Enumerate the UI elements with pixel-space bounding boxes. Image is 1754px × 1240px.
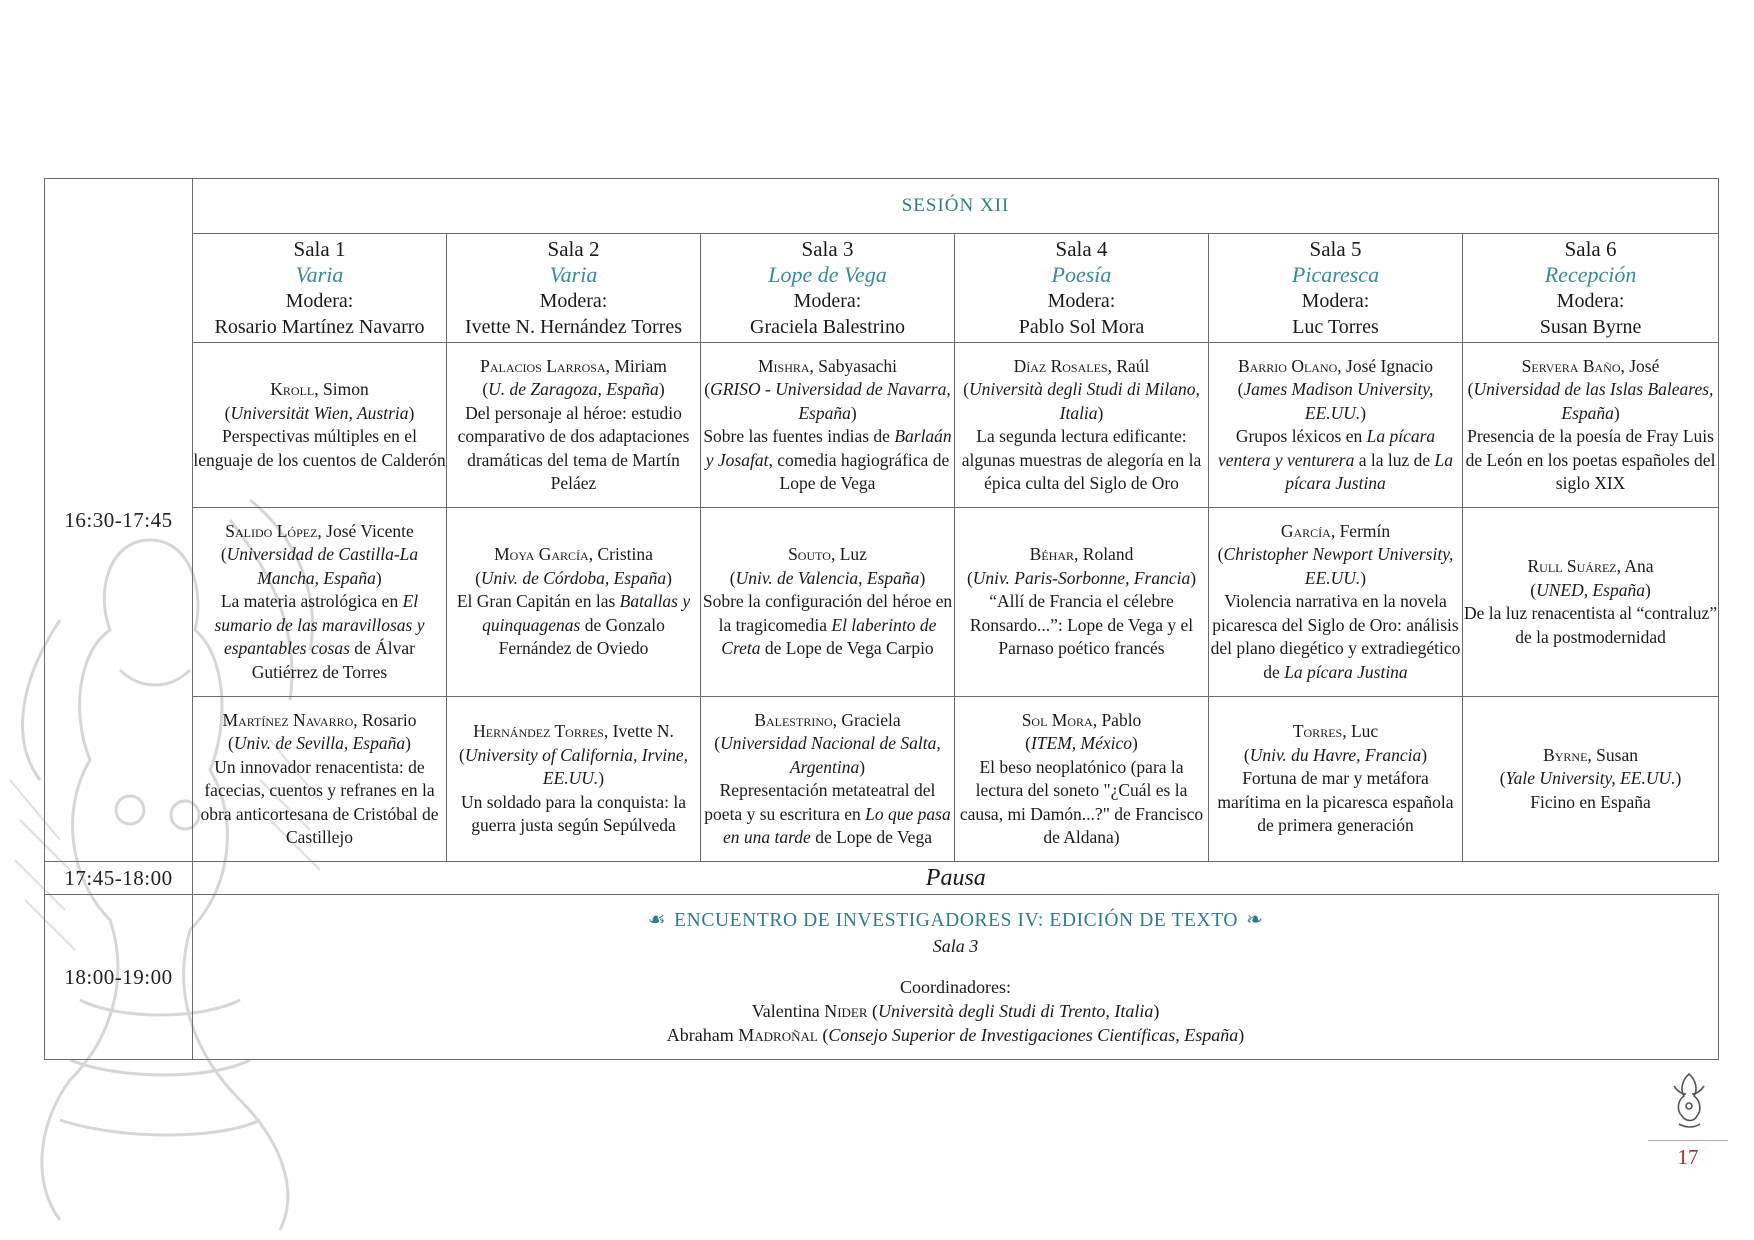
title-work: La pícara Justina [1285,449,1454,493]
paper-affiliation [193,543,446,590]
paren: ( [966,567,973,588]
schedule-wrapper [44,178,1718,1060]
paren: ( [224,402,231,423]
author-surname: Barrio Olano [1237,355,1338,376]
author-surname: Sol Mora [1021,709,1093,730]
paren: ) [859,756,866,777]
paren: ) [375,567,382,588]
paper-affiliation [1209,378,1462,425]
affiliation: Universität Wien, Austria [230,402,409,423]
sala-name: Sala 5 [1309,237,1362,261]
pause-row [45,862,1719,895]
sala-header-5 [1209,234,1463,343]
moderator-label: Modera: [1301,290,1370,312]
sala-topic: Poesía [1051,262,1112,287]
paper-author [955,709,1208,733]
paren: ) [1132,733,1138,753]
title-work: La pícara Justina [1284,661,1408,682]
affiliation: Univ. de Sevilla, España [233,733,406,753]
paper-title: La segunda lectura edificante: algunas muestras de alegoría en la épica culta del Siglo de Oro [961,426,1202,493]
paper-title [447,590,700,661]
author-given: , Pablo [1092,709,1142,730]
paren: ( [1243,744,1250,765]
paper-affiliation [447,744,700,791]
paper-author [193,520,446,544]
affiliation: Universidad de las Islas Baleares, España [1473,379,1714,423]
sala-name: Sala 1 [293,237,346,261]
paper-cell [1463,508,1719,697]
paren: ( [729,567,736,588]
title-text: La materia astrológica en [220,591,403,612]
author-surname: Torres [1292,721,1343,742]
author-given: , Roland [1074,544,1134,565]
paren: ( [228,733,234,753]
sala-name: Sala 3 [801,237,854,261]
paper-author [447,543,700,567]
paren: ) [1675,768,1682,789]
paper-author [1463,744,1718,768]
coordinator [193,1023,1718,1047]
author-given: , Luc [1342,721,1379,742]
paper-author [193,709,446,733]
author-surname: Martínez Navarro [222,709,354,730]
paper-author [1209,520,1462,544]
moderator-name: Ivette N. Hernández Torres [464,316,683,338]
paper-cell [1463,697,1719,862]
paren: ) [658,379,665,399]
paper-row-3 [45,697,1719,862]
affiliation: GRISO - Universidad de Navarra, España [710,379,951,423]
paper-cell [955,343,1209,508]
paper-author [1463,355,1718,379]
author-surname: Palacios Larrosa [480,355,606,376]
paper-cell [1463,343,1719,508]
author-surname: Souto [788,544,831,565]
paren: ( [714,733,721,753]
paper-title: El beso neoplatónico (para la lectura del soneto "¿Cuál es la causa, mi Damón...?" de Francisco de Aldana) [959,756,1204,847]
paren: ( [817,1025,829,1045]
paper-title [193,590,446,684]
paper-affiliation [955,378,1208,425]
paper-affiliation [1463,579,1718,603]
author-surname: Servera Baño [1521,355,1621,376]
paper-title: Fortuna de mar y metáfora marítima en la picaresca española de primera generación [1217,768,1454,836]
affiliation: University of California, Irvine, EE.UU. [464,744,688,789]
author-given: , Rosario [353,709,417,730]
paper-cell [955,697,1209,862]
sala-header-4 [955,234,1209,343]
author-surname: Hernández Torres [473,721,604,742]
paren: ) [1644,579,1651,600]
author-given: , Raúl [1107,355,1150,376]
moderator-label: Modera: [1047,290,1116,312]
author-given: , Ivette N. [603,721,674,742]
title-text: El Gran Capitán en las [456,591,620,612]
paren: ( [1499,768,1506,789]
paren: ) [1360,402,1367,423]
paren: ) [1238,1025,1245,1045]
moderator-name: Susan Byrne [1539,316,1642,338]
title-work: Lo que pasa en una tarde [723,803,951,847]
sala-topic: Varia [295,262,344,287]
paper-cell [447,343,701,508]
title-text: , comedia hagiográfica de Lope de Vega [768,449,950,493]
sala-topic: Varia [549,262,598,287]
paper-title [701,590,954,661]
paper-author [447,720,700,744]
time-slot-pause: 17:45-18:00 [45,862,193,895]
title-work: El laberinto de Creta [721,614,937,659]
paren: ) [1190,567,1197,588]
author-surname: Byrne [1543,744,1588,765]
paren: ) [1613,402,1620,423]
paren: ) [1421,744,1428,765]
session-title: SESIÓN XII [193,179,1719,234]
paper-row-1 [45,343,1719,508]
author-surname: García [1280,520,1331,541]
time-slot-session: 16:30-17:45 [45,179,193,862]
sala-name: Sala 2 [547,237,600,261]
paper-affiliation [701,567,954,591]
paper-author [1209,355,1462,379]
paper-author [955,543,1208,567]
paper-affiliation [193,732,446,756]
coordinator-given: Valentina [751,1001,825,1021]
paper-author [701,543,954,567]
paper-author [193,378,446,402]
paper-affiliation [955,732,1208,756]
title-text: Sobre las fuentes indias de [703,426,895,446]
paren: ) [919,567,926,588]
sala-topic: Lope de Vega [768,262,887,287]
paper-cell [193,697,447,862]
encounter-row [45,895,1719,1060]
affiliation: Christopher Newport University, EE.UU. [1223,544,1454,588]
paper-cell [447,697,701,862]
paper-cell [701,343,955,508]
title-text: de Lope de Vega Carpio [760,638,934,659]
sala-header-6 [1463,234,1719,343]
paper-author [447,355,700,379]
author-given: , Cristina [588,544,653,565]
paper-affiliation [447,378,700,402]
sala-header-3 [701,234,955,343]
paren: ) [666,567,672,588]
title-text: a la luz de [1354,449,1435,470]
affiliation: James Madison University, EE.UU. [1243,379,1434,423]
coordinator-given: Abraham [666,1025,739,1045]
author-given: , Miriam [605,355,667,376]
paper-title [1209,590,1462,684]
schedule-table [44,178,1719,1060]
pause-label: Pausa [925,864,986,891]
paren: ( [1467,379,1474,399]
paper-affiliation [193,402,446,426]
affiliation: U. de Zaragoza, España [488,379,659,399]
title-text: Representación metateatral del poeta y su escritura en [704,780,936,824]
paper-cell [193,343,447,508]
affiliation: Univ. de Córdoba, España [480,567,667,588]
sala-name: Sala 6 [1564,237,1617,261]
paper-cell [193,508,447,697]
paren: ( [475,567,481,588]
paper-title: Ficino en España [1530,791,1651,812]
moderator-label: Modera: [539,290,608,312]
paren: ( [482,379,489,399]
coordinator-affiliation: Consejo Superior de Investigaciones Científicas, España [828,1025,1239,1045]
author-surname: Béhar [1029,544,1075,565]
affiliation: Univ. Paris-Sorbonne, Francia [972,567,1191,588]
paper-title [701,779,954,850]
paper-title: Un innovador renacentista: de facecias, cuentos y refranes en la obra anticortesana de Cristóbal de Castillejo [200,756,439,847]
encounter-title: ENCUENTRO DE INVESTIGADORES IV: EDICIÓN DE TEXTO [674,910,1239,931]
paper-affiliation [955,567,1208,591]
moderator-name: Pablo Sol Mora [1018,316,1145,338]
paper-affiliation [1209,543,1462,590]
paper-title [701,425,954,496]
author-surname: Rull Suárez [1527,556,1617,576]
session-header-row [45,179,1719,234]
paren: ( [1217,544,1224,565]
paper-cell [1209,343,1463,508]
author-surname: Salido López [225,520,318,541]
encounter-title-line [193,907,1718,932]
paren: ) [1153,1001,1160,1021]
paper-cell [955,508,1209,697]
paper-author [1209,720,1462,744]
moderator-name: Graciela Balestrino [750,316,905,338]
title-text: Sobre la configuración del héroe en la tragicomedia [702,591,953,635]
title-text: Grupos léxicos en [1235,426,1367,446]
paper-title: “Allí de Francia el célebre Ronsardo...”: Lope de Vega y el Parnaso poético francés [969,591,1194,659]
paren: ( [963,379,969,399]
author-given: , José [1620,355,1660,376]
paren: ( [1530,579,1537,600]
title-text: Violencia narrativa en la novela picaresca del Siglo de Oro: análisis del plano diegético y extradiegético de [1210,591,1461,682]
encounter-cell [193,895,1719,1060]
sala-header-1 [193,234,447,343]
paper-author [955,355,1208,379]
author-given: , Graciela [832,709,901,730]
paper-title: De la luz renacentista al “contraluz” de la postmodernidad [1463,603,1718,647]
paren: ) [1360,567,1367,588]
title-text: de Lope de Vega [810,827,932,847]
time-slot-encounter: 18:00-19:00 [45,895,193,1060]
paren: ( [1025,733,1031,753]
emblem-icon [1664,1066,1714,1132]
paper-author [701,355,954,379]
author-surname: Díaz Rosales [1013,355,1108,376]
author-given: , Simon [314,379,369,399]
author-surname: Mishra [757,355,810,376]
affiliation: Universidad Nacional de Salta, Argentina [720,733,941,777]
sala-header-row [45,234,1719,343]
paper-affiliation [701,378,954,425]
paper-cell [701,697,955,862]
sala-topic: Picaresca [1291,262,1380,287]
coordinator-surname: Madroñal [738,1025,818,1045]
author-surname: Kroll [270,379,315,399]
paper-title: Del personaje al héroe: estudio comparativo de dos adaptaciones dramáticas del tema de Martín Peláez [457,402,690,493]
title-work: Barlaán y Josafat [705,426,952,470]
moderator-label: Modera: [285,290,354,312]
title-text: de Gonzalo Fernández de Oviedo [498,614,665,659]
paper-title [1209,425,1462,496]
affiliation: Universidad de Castilla-La Mancha, España [226,544,419,588]
coordinators-block [193,975,1718,1047]
sala-topic: Recepción [1544,262,1637,287]
paper-affiliation [1463,767,1718,791]
affiliation: Univ. du Havre, Francia [1249,744,1422,765]
fleuron-left-icon: ☙ [647,909,667,931]
paper-author [1463,555,1718,579]
paren: ( [220,544,227,565]
moderator-label: Modera: [793,290,862,312]
paper-cell [1209,508,1463,697]
affiliation: ITEM, México [1030,733,1133,753]
paren: ( [704,379,711,399]
paren: ) [408,402,415,423]
paper-affiliation [1463,378,1718,425]
author-surname: Moya García [494,544,589,565]
paper-author [701,709,954,733]
title-work: La pícara ventera y venturera [1217,426,1436,470]
paper-title: Presencia de la poesía de Fray Luis de León en los poetas españoles del siglo XIX [1465,426,1716,493]
author-given: , Luz [830,544,867,565]
paren: ) [598,768,605,789]
coordinator-surname: Nider [824,1001,868,1021]
title-work: Batallas y quinquagenas [482,591,691,635]
paper-title: Un soldado para la conquista: la guerra justa según Sepúlveda [460,791,686,836]
author-given: , José Vicente [317,520,414,541]
moderator-name: Luc Torres [1292,316,1379,338]
paper-cell [447,508,701,697]
paren: ) [1097,402,1104,423]
title-work: El sumario de las maravillosas y espantables cosas [214,591,425,659]
coordinator [193,999,1718,1023]
paper-title: Perspectivas múltiples en el lenguaje de los cuentos de Calderón [193,426,446,470]
paren: ) [405,733,411,753]
author-given: , Ana [1616,556,1654,576]
paren: ( [1237,379,1244,399]
author-given: , Sabyasachi [809,355,898,376]
paren: ) [850,402,857,423]
author-given: , Fermín [1330,520,1391,541]
affiliation: Yale University, EE.UU. [1505,768,1676,789]
sala-header-2 [447,234,701,343]
paper-cell [1209,697,1463,862]
paper-row-2 [45,508,1719,697]
coordinator-affiliation: Università degli Studi di Trento, Italia [878,1001,1154,1021]
affiliation: Università degli Studi di Milano, Italia [968,379,1200,423]
encounter-sala: Sala 3 [932,936,979,956]
paper-affiliation [447,567,700,591]
sala-name: Sala 4 [1055,237,1108,261]
paper-cell [701,508,955,697]
affiliation: Univ. de Valencia, España [735,567,920,588]
coordinators-label: Coordinadores: [900,977,1012,997]
paper-affiliation [701,732,954,779]
author-given: , Susan [1587,744,1638,765]
paren: ( [459,744,465,765]
author-surname: Balestrino [754,709,833,730]
title-text: de Álvar Gutiérrez de Torres [251,638,416,682]
author-given: , José Ignacio [1337,355,1434,376]
affiliation: UNED, España [1536,579,1645,600]
paren: ( [867,1001,879,1021]
moderator-label: Modera: [1556,290,1625,312]
page-number: 17 [1648,1140,1728,1170]
paper-affiliation [1209,744,1462,768]
moderator-name: Rosario Martínez Navarro [214,316,425,338]
fleuron-right-icon: ❧ [1246,909,1264,931]
